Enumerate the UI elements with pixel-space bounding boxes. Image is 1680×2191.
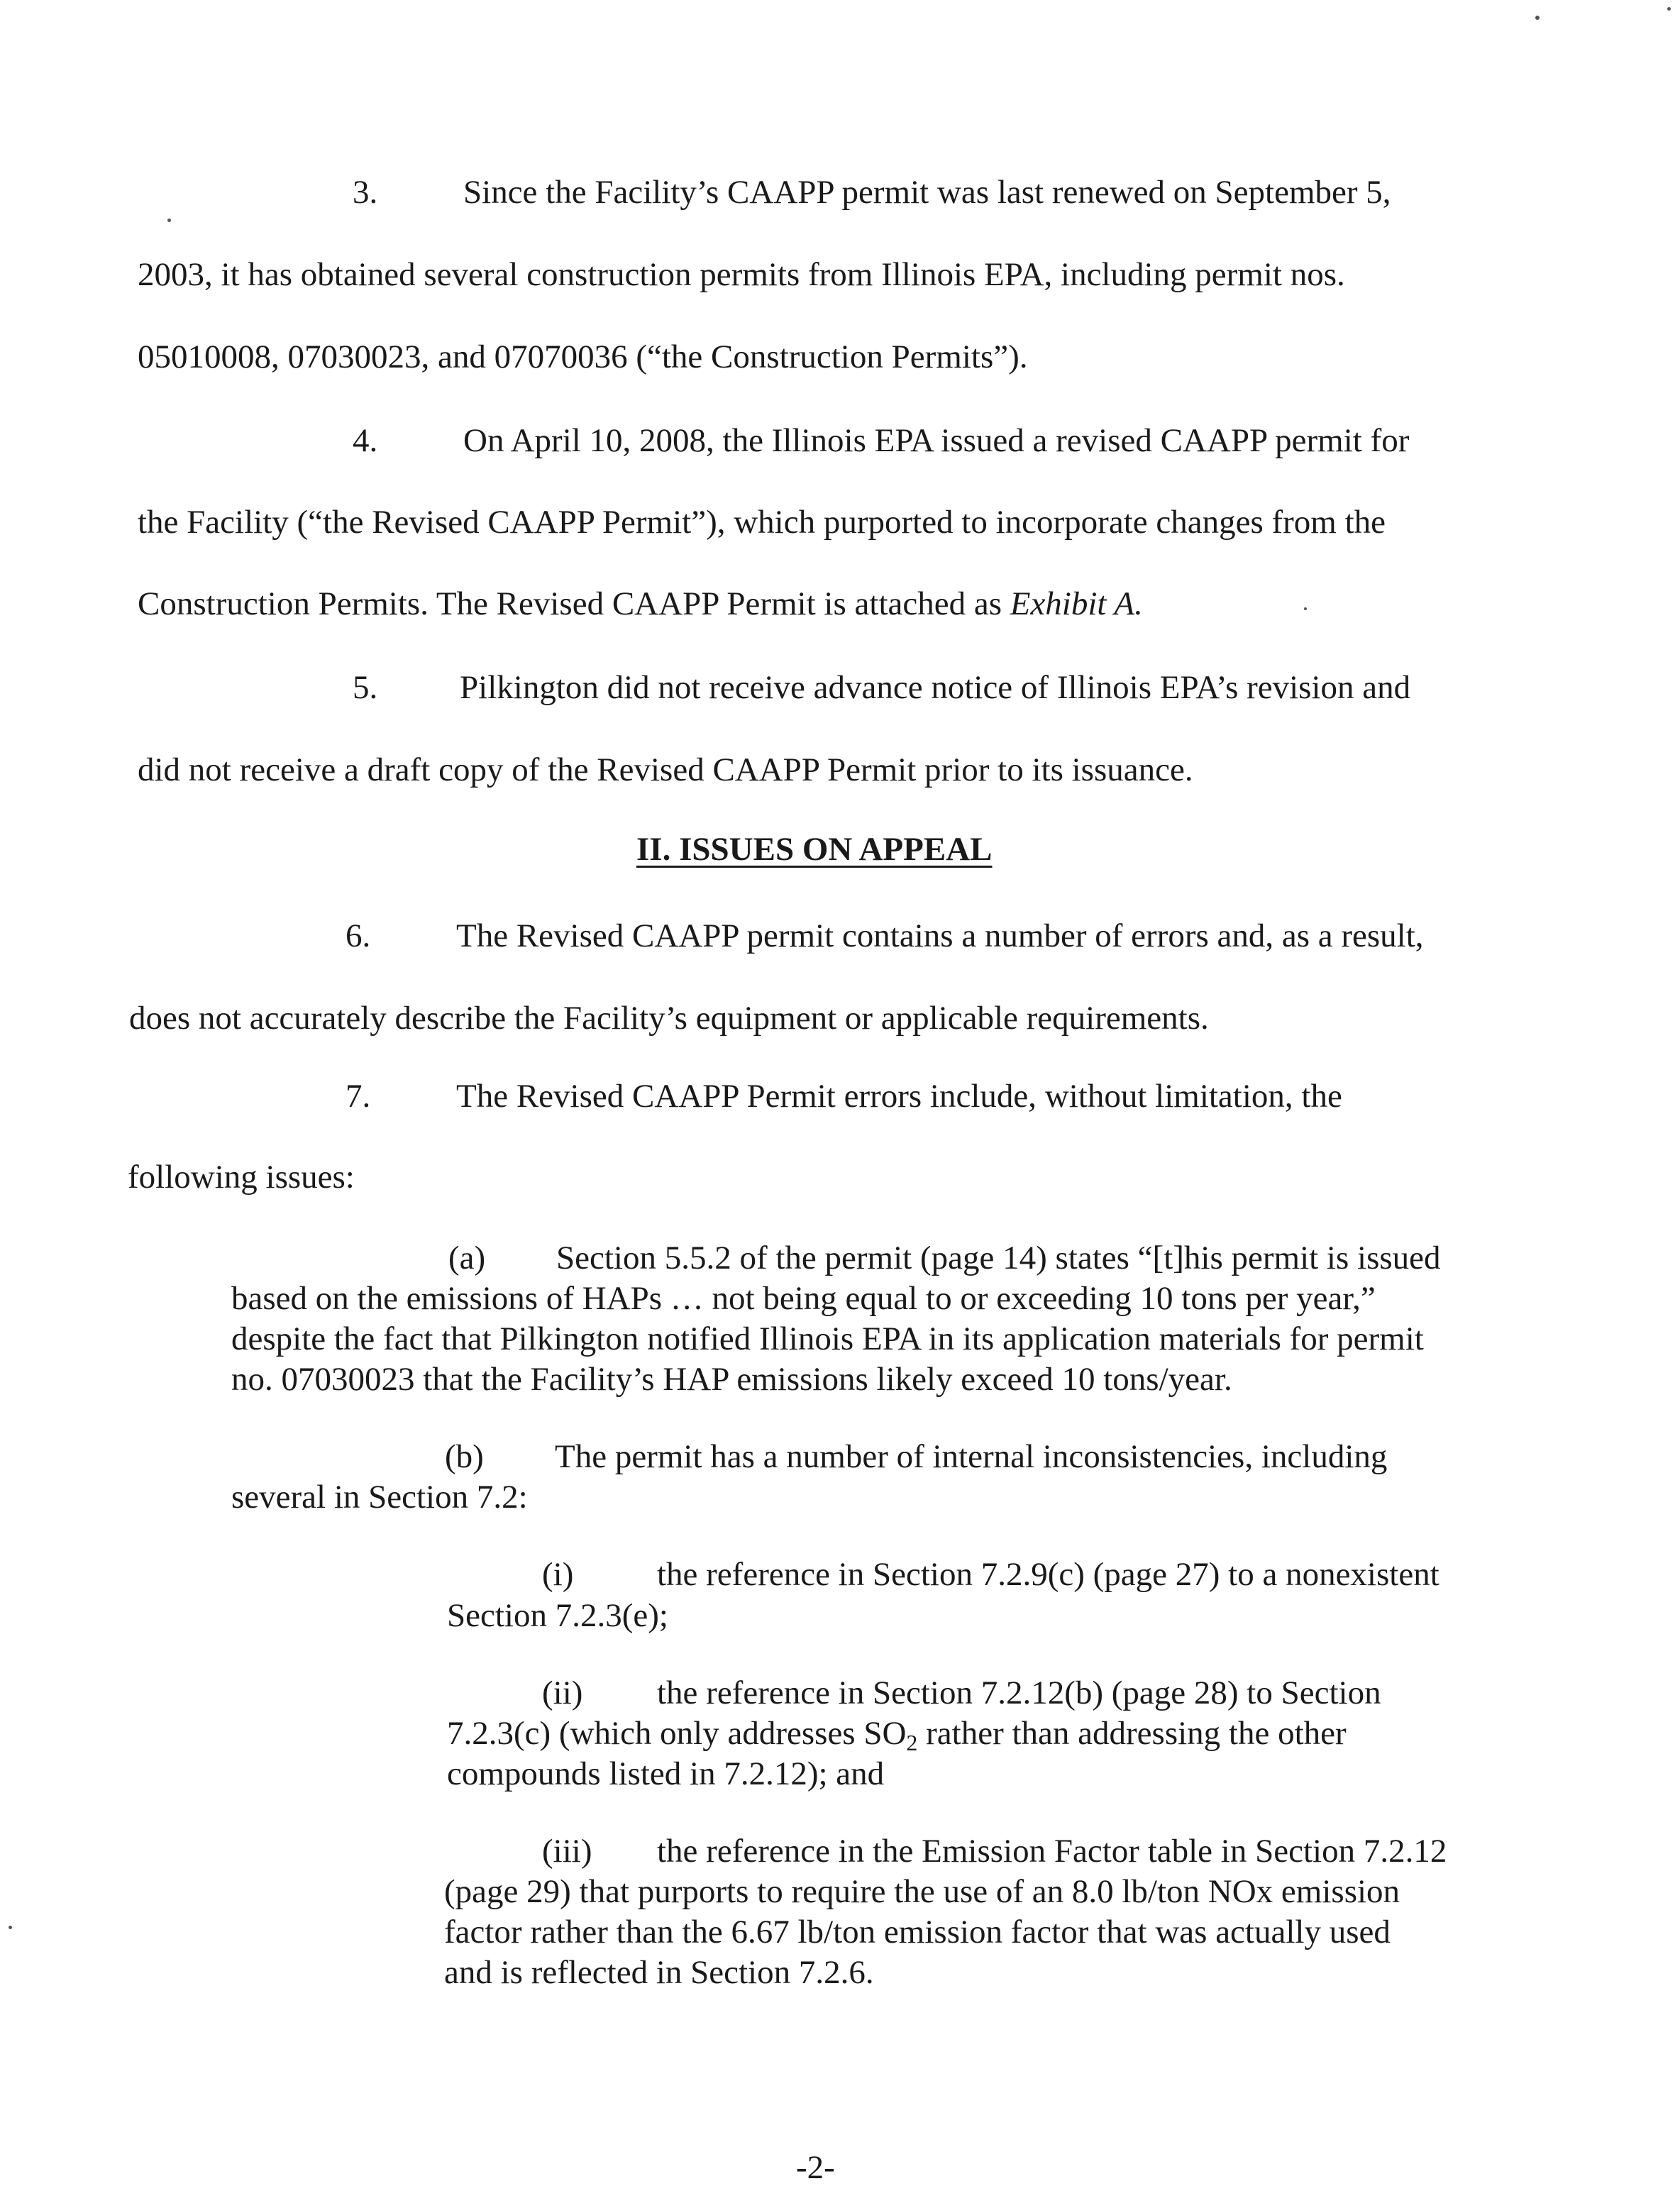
item-ii-line-1: the reference in Section 7.2.12(b) (page 28) to Section xyxy=(657,1674,1381,1711)
scan-speck xyxy=(1304,607,1307,610)
paragraph-3-line-1: Since the Facility’s CAAPP permit was last renewed on September 5, xyxy=(463,174,1391,211)
item-b-label: (b) xyxy=(445,1438,484,1475)
item-iii-line-1: the reference in the Emission Factor table in Section 7.2.12 xyxy=(657,1833,1447,1870)
item-ii-line-2 xyxy=(447,1715,1347,1755)
item-b-line-2: several in Section 7.2: xyxy=(231,1479,528,1516)
paragraph-7-line-1: The Revised CAAPP Permit errors include, without limitation, the xyxy=(456,1078,1342,1115)
item-a-line-1: Section 5.5.2 of the permit (page 14) states “[t]his permit is issued xyxy=(556,1240,1441,1276)
paragraph-6-line-2: does not accurately describe the Facility’s equipment or applicable requirements. xyxy=(129,1000,1209,1037)
item-a-label: (a) xyxy=(448,1240,486,1276)
scan-speck xyxy=(167,219,171,222)
item-a-line-4: no. 07030023 that the Facility’s HAP emissions likely exceed 10 tons/year. xyxy=(231,1361,1232,1398)
paragraph-6-line-1: The Revised CAAPP permit contains a number of errors and, as a result, xyxy=(456,917,1424,954)
item-ii-label: (ii) xyxy=(542,1674,583,1711)
scan-speck xyxy=(1535,16,1540,20)
scan-speck xyxy=(1667,7,1671,11)
paragraph-4-line-1: On April 10, 2008, the Illinois EPA issued a revised CAAPP permit for xyxy=(463,422,1410,459)
paragraph-3-line-2: 2003, it has obtained several construction permits from Illinois EPA, including permit nos. xyxy=(138,256,1345,293)
paragraph-5-number: 5. xyxy=(353,669,378,706)
item-b-line-1: The permit has a number of internal inconsistencies, including xyxy=(555,1438,1388,1475)
section-heading: II. ISSUES ON APPEAL xyxy=(636,831,993,868)
paragraph-5-line-2: did not receive a draft copy of the Revised CAAPP Permit prior to its issuance. xyxy=(138,751,1193,788)
item-ii-line-3: compounds listed in 7.2.12); and xyxy=(447,1755,885,1792)
paragraph-4-number: 4. xyxy=(353,422,378,459)
paragraph-4-line-2: the Facility (“the Revised CAAPP Permit”), which purported to incorporate changes from the xyxy=(138,504,1386,541)
item-iii-line-3: factor rather than the 6.67 lb/ton emission factor that was actually used xyxy=(444,1914,1391,1950)
paragraph-5-line-1: Pilkington did not receive advance notice of Illinois EPA’s revision and xyxy=(460,669,1411,706)
page-number: -2- xyxy=(796,2149,835,2186)
item-a-line-3: despite the fact that Pilkington notified Illinois EPA in its application materials for permit xyxy=(231,1320,1424,1357)
paragraph-3-line-3: 05010008, 07030023, and 07070036 (“the Construction Permits”). xyxy=(138,338,1028,375)
paragraph-4-line-3-text: Construction Permits. The Revised CAAPP Permit is attached as xyxy=(138,585,1010,622)
item-a-line-2: based on the emissions of HAPs … not being equal to or exceeding 10 tons per year,” xyxy=(231,1280,1376,1317)
paragraph-4-line-3 xyxy=(138,587,1143,621)
scan-speck xyxy=(9,1926,12,1929)
paragraph-7-line-2: following issues: xyxy=(128,1159,355,1196)
item-ii-line-2-text: 7.2.3(c) (which only addresses SO xyxy=(447,1715,907,1752)
item-iii-label: (iii) xyxy=(542,1833,592,1870)
paragraph-6-number: 6. xyxy=(346,917,371,954)
item-iii-line-2: (page 29) that purports to require the use of an 8.0 lb/ton NOx emission xyxy=(444,1873,1400,1910)
paragraph-3-number: 3. xyxy=(353,174,378,211)
item-i-label: (i) xyxy=(542,1556,574,1593)
item-ii-line-2-tail: rather than addressing the other xyxy=(917,1715,1347,1752)
item-i-line-1: the reference in Section 7.2.9(c) (page 27) to a nonexistent xyxy=(657,1556,1439,1593)
item-i-line-2: Section 7.2.3(e); xyxy=(447,1597,668,1634)
so2-subscript: 2 xyxy=(906,1730,918,1755)
paragraph-7-number: 7. xyxy=(346,1078,371,1115)
item-iii-line-4: and is reflected in Section 7.2.6. xyxy=(444,1954,874,1991)
exhibit-a-reference: Exhibit A. xyxy=(1010,585,1143,622)
